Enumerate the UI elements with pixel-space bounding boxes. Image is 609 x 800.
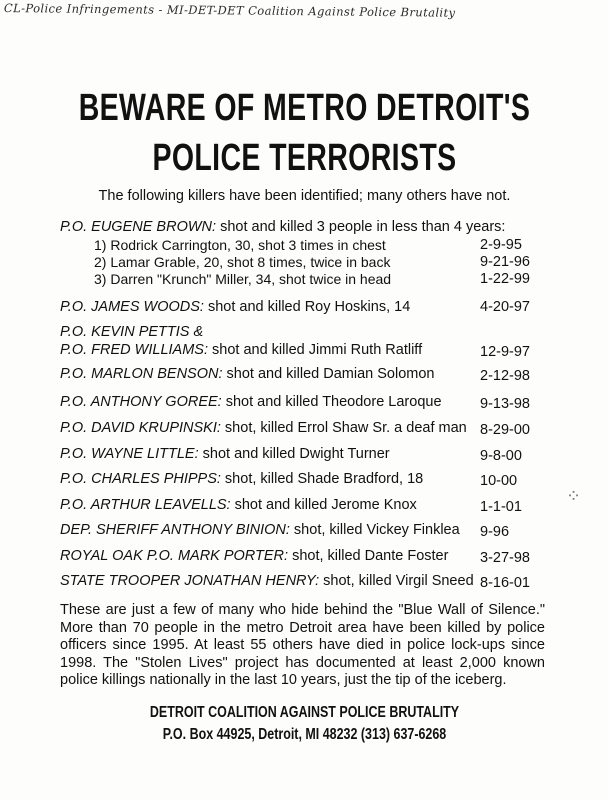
- officer-name: P.O. JAMES WOODS:: [60, 299, 204, 315]
- incident-desc: shot, killed Dante Foster: [288, 548, 449, 564]
- incident-desc: shot and killed Damian Solomon: [222, 366, 435, 382]
- officer-name: P.O. WAYNE LITTLE:: [60, 446, 199, 462]
- title-line-1: BEWARE OF METRO DETROIT'S: [78, 87, 531, 129]
- incident-date: 9-96: [480, 524, 510, 540]
- footer-org-name: DETROIT COALITION AGAINST POLICE BRUTALITY: [149, 704, 460, 721]
- entry-row: [60, 218, 540, 236]
- officer-name: STATE TROOPER JONATHAN HENRY:: [60, 573, 320, 589]
- incident-desc: shot and killed 3 people in less than 4 years:: [216, 219, 506, 235]
- incident-date: 8-29-00: [480, 422, 530, 438]
- incident-date: 8-16-01: [480, 575, 530, 591]
- intro-text: The following killers have been identified; many others have not.: [98, 188, 511, 204]
- entry-row: [60, 470, 540, 488]
- officer-name: P.O. KEVIN PETTIS &: [60, 324, 204, 340]
- incident-date: 9-8-00: [480, 448, 522, 464]
- incident-date: 9-21-96: [480, 254, 530, 270]
- officer-name: P.O. EUGENE BROWN:: [60, 219, 217, 235]
- entry-row: [60, 298, 540, 316]
- officer-name: P.O. FRED WILLIAMS:: [60, 342, 208, 358]
- incident-date: 2-9-95: [480, 237, 522, 253]
- incident-desc: shot, killed Virgil Sneed: [319, 573, 474, 589]
- incident-date: 10-00: [480, 473, 518, 489]
- closing-paragraph: These are just a few of many who hide behind the "Blue Wall of Silence." More than 70 people in the metro Detroit area have been killed by police officers since 1995. At least 55 others have died in police lock-ups since 1998. The "Stolen Lives" project has documented at least 2,000 known police killings nationally in the last 10 years, just the tip of the iceberg.: [60, 602, 545, 689]
- entry-row: [60, 419, 540, 437]
- entry-row: [60, 323, 540, 341]
- incident-desc: shot, killed Shade Bradford, 18: [220, 471, 424, 487]
- incident-desc: shot and killed Roy Hoskins, 14: [203, 299, 411, 315]
- incident-desc: shot and killed Theodore Laroque: [221, 394, 442, 410]
- incident-desc: shot, killed Errol Shaw Sr. a deaf man: [220, 420, 467, 436]
- officer-name: ROYAL OAK P.O. MARK PORTER:: [60, 548, 289, 564]
- entry-row: [60, 521, 540, 539]
- incident-date: 9-13-98: [480, 396, 530, 412]
- victim-line: 1) Rodrick Carrington, 30, shot 3 times in chest: [94, 237, 386, 253]
- scan-speck-icon: ⁘: [566, 486, 582, 506]
- officer-name: DEP. SHERIFF ANTHONY BINION:: [60, 522, 290, 538]
- entry-row: [60, 547, 540, 565]
- footer-contact: P.O. Box 44925, Detroit, MI 48232 (313) 637-6268: [162, 726, 447, 743]
- victim-line: 2) Lamar Grable, 20, shot 8 times, twice in back: [94, 254, 391, 270]
- incident-date: 2-12-98: [480, 368, 530, 384]
- officer-name: P.O. DAVID KRUPINSKI:: [60, 420, 221, 436]
- officer-name: P.O. ARTHUR LEAVELLS:: [60, 497, 231, 513]
- incident-desc: shot, killed Vickey Finklea: [289, 522, 460, 538]
- victim-line: 3) Darren "Krunch" Miller, 34, shot twice in head: [94, 271, 392, 287]
- entry-row: [60, 393, 540, 411]
- officer-name: P.O. CHARLES PHIPPS:: [60, 471, 221, 487]
- incident-date: 12-9-97: [480, 344, 530, 360]
- entry-row: [60, 496, 540, 514]
- incident-desc: shot and killed Dwight Turner: [198, 446, 390, 462]
- officer-name: P.O. ANTHONY GOREE:: [60, 394, 222, 410]
- incident-date: 3-27-98: [480, 550, 530, 566]
- entry-row: [60, 445, 540, 463]
- handwritten-note: CL-Police Infringements - MI-DET-DET Coalition Against Police Brutality: [3, 1, 456, 20]
- incident-date: 1-1-01: [480, 499, 522, 515]
- incident-desc: shot and killed Jimmi Ruth Ratliff: [208, 342, 423, 358]
- entry-row: [60, 341, 540, 359]
- incident-date: 1-22-99: [480, 271, 530, 287]
- entry-row: [60, 572, 540, 590]
- entry-row: [60, 365, 540, 383]
- incident-desc: shot and killed Jerome Knox: [230, 497, 417, 513]
- title-line-2: POLICE TERRORISTS: [152, 137, 457, 179]
- officer-name: P.O. MARLON BENSON:: [60, 366, 223, 382]
- incident-date: 4-20-97: [480, 299, 530, 315]
